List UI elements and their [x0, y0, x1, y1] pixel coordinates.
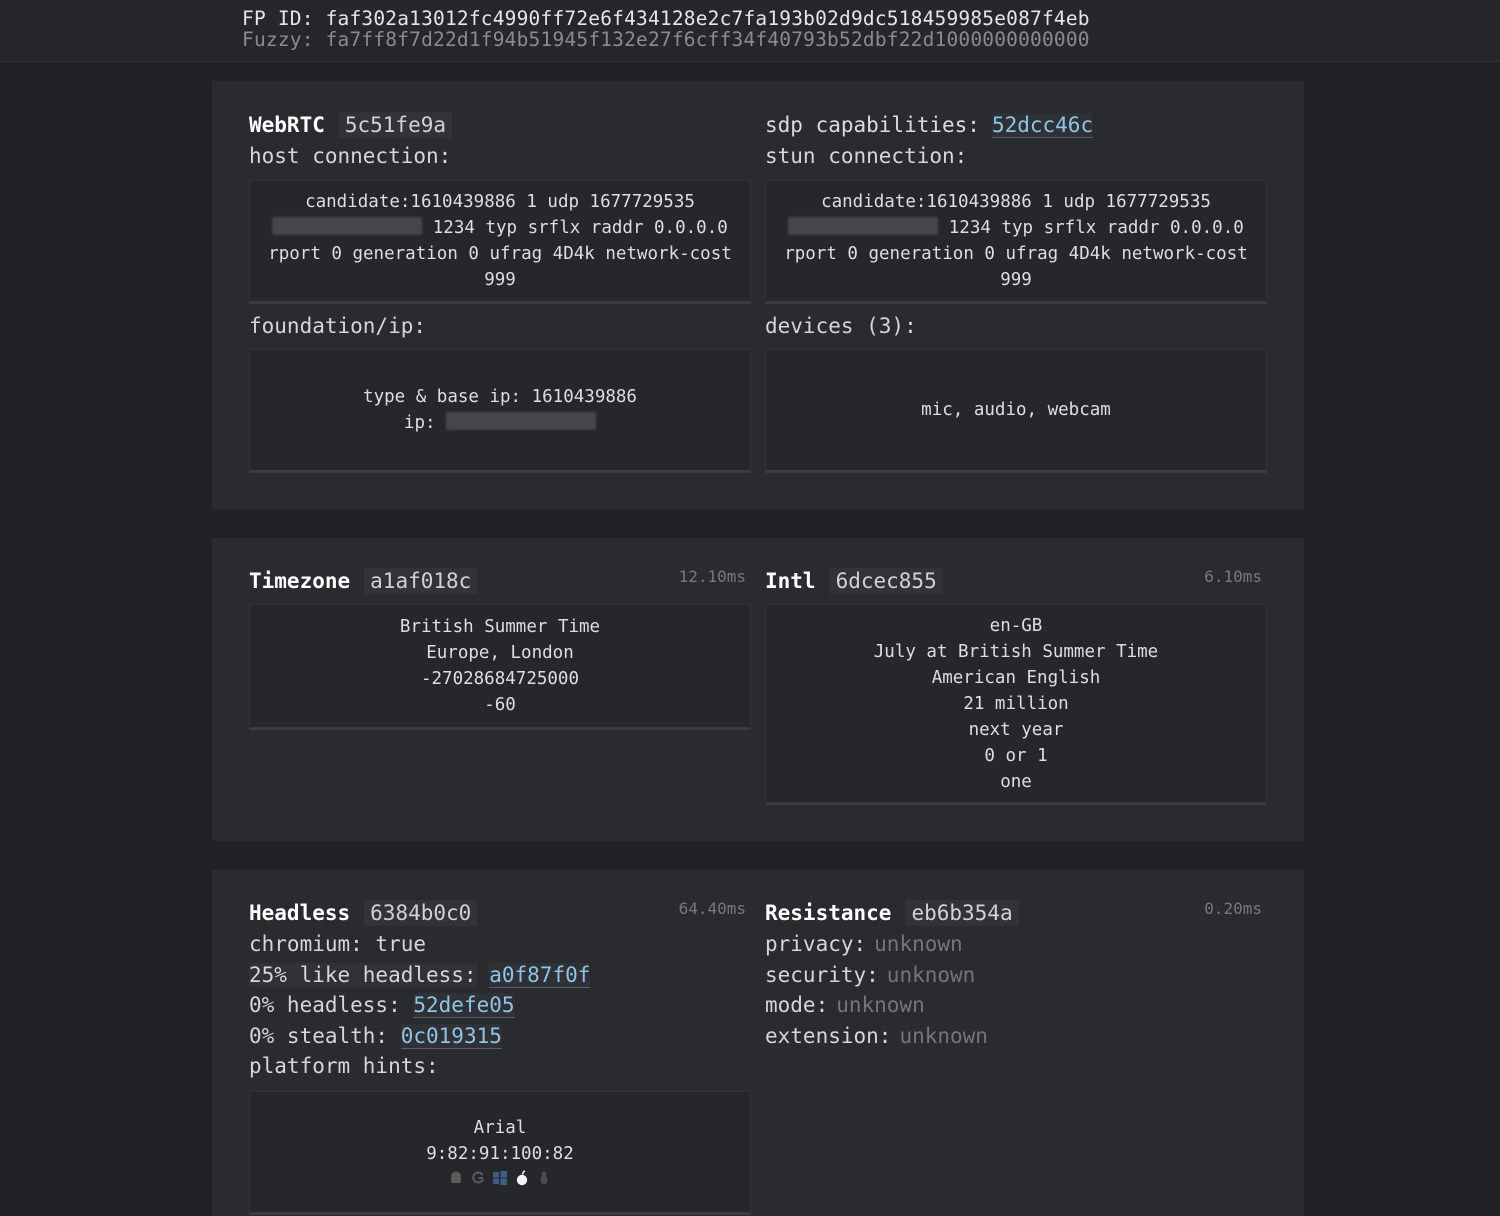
host-line-1: candidate:1610439886 1 udp 1677729535: [305, 191, 695, 212]
intl-line: next year: [968, 719, 1064, 740]
devices-box: [765, 349, 1267, 473]
intl-box: [765, 604, 1267, 805]
intl-heading: [765, 565, 1267, 597]
resistance-hash: eb6b354a: [905, 900, 1018, 926]
webrtc-section: [212, 81, 1304, 509]
intl-column: [765, 565, 1267, 805]
redacted-ip: [788, 217, 938, 235]
like-headless-hash-link[interactable]: a0f87f0f: [489, 962, 591, 987]
windows-icon: [492, 1170, 508, 1186]
resistance-title: Resistance: [765, 901, 892, 925]
like-headless-line: 25% like headless: a0f87f0f: [249, 962, 591, 987]
apple-icon: [514, 1170, 530, 1186]
stun-connection-box: [765, 180, 1267, 304]
intl-line: July at British Summer Time: [873, 641, 1159, 662]
headless-line: 0% headless: 52defe05: [249, 993, 515, 1018]
host-connection-label: host connection:: [249, 144, 452, 168]
timezone-line: -27028684725000: [420, 669, 580, 689]
resistance-column: [765, 897, 1267, 1051]
timezone-hash: a1af018c: [364, 568, 477, 594]
platform-hints-label: platform hints:: [249, 1054, 439, 1079]
extension-line: extension: unknown: [765, 1023, 988, 1048]
fingerprint-header: [0, 0, 1500, 62]
headless-time: 64.40ms: [678, 899, 746, 918]
resistance-time: 0.20ms: [1204, 899, 1262, 918]
headless-resistance-section: [212, 870, 1304, 1216]
intl-line: 0 or 1: [984, 745, 1048, 766]
mode-line: mode: unknown: [765, 993, 925, 1018]
intl-hash: 6dcec855: [830, 568, 943, 594]
intl-title: Intl: [765, 569, 816, 593]
headless-title: Headless: [249, 901, 351, 925]
timezone-box: [249, 604, 751, 730]
foundation-base-ip: type & base ip: 1610439886: [363, 387, 637, 408]
host-connection-box: [249, 180, 751, 304]
intl-line: 21 million: [963, 693, 1069, 714]
intl-line: en-GB: [989, 615, 1043, 636]
security-line: security: unknown: [765, 962, 976, 987]
stun-line-2: 1234 typ srflx raddr 0.0.0.0: [776, 215, 1256, 241]
intl-time: 6.10ms: [1204, 567, 1262, 586]
timezone-heading: [249, 565, 751, 597]
host-line-3: rport 0 generation 0 ufrag 4D4k network-cost: [268, 243, 732, 264]
intl-line: American English: [931, 667, 1101, 688]
webrtc-right-column: [765, 109, 1267, 473]
webrtc-hash: 5c51fe9a: [339, 112, 452, 138]
timezone-title: Timezone: [249, 569, 351, 593]
redacted-ip: [272, 217, 422, 235]
timezone-line: British Summer Time: [399, 617, 601, 637]
intl-line: one: [1000, 771, 1032, 792]
stun-line-1: candidate:1610439886 1 udp 1677729535: [821, 191, 1211, 212]
privacy-value: unknown: [874, 932, 963, 956]
stun-line-3: rport 0 generation 0 ufrag 4D4k network-cost: [784, 243, 1248, 264]
sdp-capabilities-heading: [765, 109, 1267, 141]
foundation-box: [249, 349, 751, 473]
host-line-4: 999: [484, 269, 516, 290]
stun-connection-label: stun connection:: [765, 144, 968, 168]
headless-hash: 6384b0c0: [364, 900, 477, 926]
linux-icon: [536, 1170, 552, 1186]
sdp-capabilities-hash-link[interactable]: 52dcc46c: [991, 112, 1094, 137]
resistance-heading: [765, 897, 1267, 929]
platform-hints-box: [249, 1091, 751, 1215]
platform-icons: [260, 1167, 740, 1189]
fuzzy-id: Fuzzy: fa7ff8f7d22d1f94b51945f132e27f6cff34f40793b52dbf22d1000000000000: [242, 28, 1090, 51]
webrtc-left-column: [249, 109, 751, 473]
privacy-line: privacy: unknown: [765, 932, 963, 956]
stealth-line: 0% stealth: 0c019315: [249, 1023, 502, 1048]
webrtc-heading: [249, 109, 751, 141]
timezone-intl-section: [212, 538, 1304, 841]
devices-label: devices (3):: [765, 313, 917, 338]
platform-metrics: 9:82:91:100:82: [426, 1143, 574, 1164]
stealth-hash-link[interactable]: 0c019315: [400, 1023, 502, 1048]
stun-line-4: 999: [1000, 269, 1032, 290]
timezone-column: [249, 565, 751, 730]
headless-column: [249, 897, 751, 1215]
fp-id: FP ID: faf302a13012fc4990ff72e6f434128e2c7fa193b02d9dc518459985e087f4eb: [242, 7, 1090, 30]
google-icon: [470, 1170, 486, 1186]
sdp-capabilities-label: sdp capabilities:: [765, 113, 980, 137]
android-icon: [448, 1170, 464, 1186]
headless-heading: [249, 897, 751, 929]
webrtc-title: WebRTC: [249, 113, 325, 137]
platform-font: Arial: [473, 1117, 527, 1138]
timezone-line: Europe, London: [426, 643, 574, 663]
devices-list: mic, audio, webcam: [921, 400, 1111, 421]
foundation-label: foundation/ip:: [249, 313, 427, 338]
mode-value: unknown: [836, 993, 925, 1018]
redacted-ip: [446, 412, 596, 430]
chromium-line: chromium: true: [249, 932, 427, 956]
security-value: unknown: [886, 962, 976, 987]
headless-hash-link[interactable]: 52defe05: [413, 993, 515, 1018]
timezone-time: 12.10ms: [678, 567, 746, 586]
foundation-ip: ip:: [260, 410, 740, 436]
extension-value: unknown: [899, 1023, 988, 1048]
host-line-2: 1234 typ srflx raddr 0.0.0.0: [260, 215, 740, 241]
timezone-line: -60: [484, 695, 516, 715]
